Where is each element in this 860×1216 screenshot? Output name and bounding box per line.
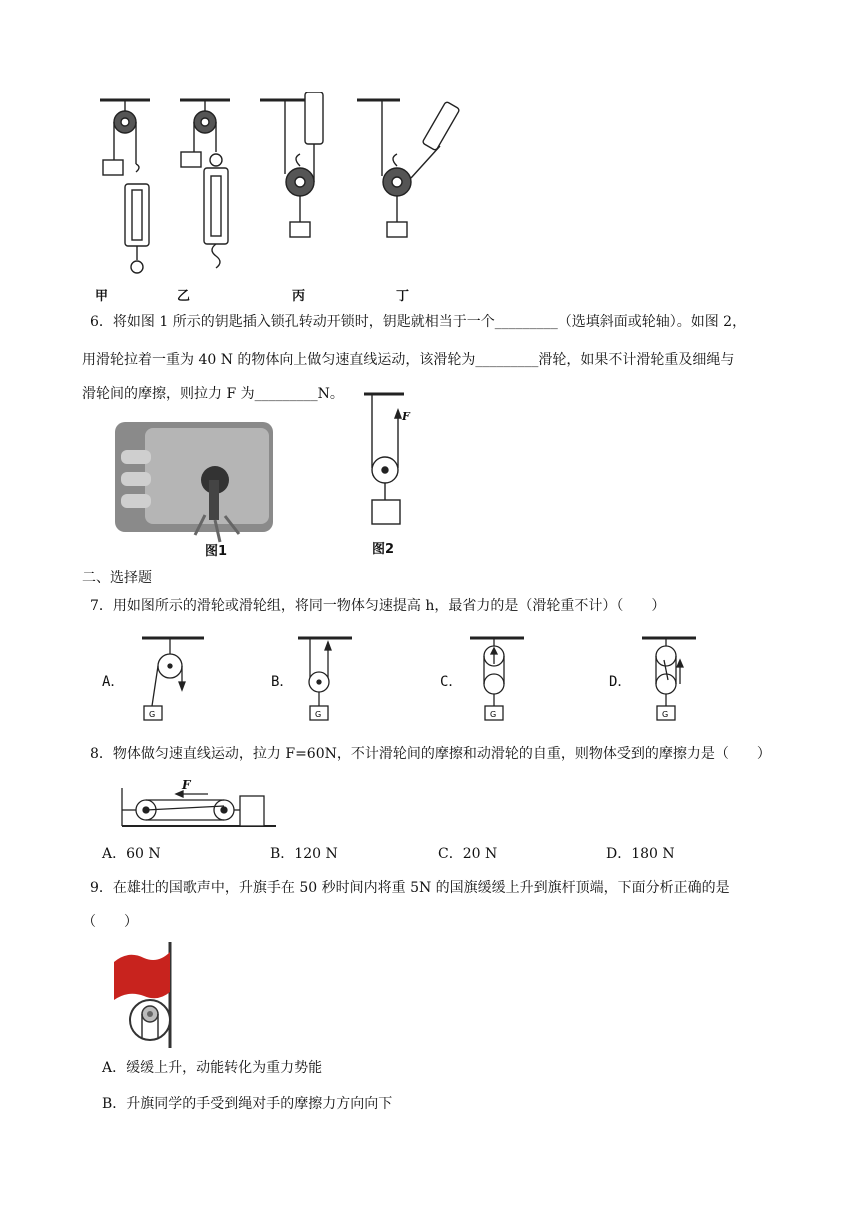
q6-line1: 6．将如图 1 所示的钥匙插入锁孔转动开锁时，钥匙就相当于一个_________（选填斜面或轮轴）。如图 2， xyxy=(90,314,747,330)
q9-option-b[interactable]: B．升旗同学的手受到绳对手的摩擦力方向向下 xyxy=(102,1096,393,1112)
flag xyxy=(114,952,170,1000)
flag-pulley-illustration xyxy=(110,940,190,1050)
q9-stem-line2: （ ） xyxy=(82,914,138,930)
section2-title: 二、选择题 xyxy=(82,570,152,586)
q6-force-label: F xyxy=(402,410,410,423)
q6-line2: 用滑轮拉着一重为 40 N 的物体向上做匀速直线运动，该滑轮为_________滑轮，如果不计滑轮重及细绳与 xyxy=(82,352,735,368)
q8-horizontal-pulley-diagram xyxy=(118,786,278,832)
q7-pulley-b xyxy=(290,634,360,724)
caption-yi: 乙 xyxy=(177,289,191,304)
q9-stem-line1: 9．在雄壮的国歌声中，升旗手在 50 秒时间内将重 5N 的国旗缓缓上升到旗杆顶端，下面分析正确的是 xyxy=(90,880,730,896)
q7-option-b[interactable]: B． xyxy=(271,674,294,690)
q7-option-c[interactable]: C． xyxy=(440,674,463,690)
fig2-label: 图2 xyxy=(372,542,395,557)
movable-pulley-diagram xyxy=(360,388,420,538)
lock-key-photo xyxy=(115,420,275,560)
q7-d-weight-label: G xyxy=(662,710,669,719)
q7-b-weight-label: G xyxy=(315,710,322,719)
q7-pulley-c xyxy=(462,634,532,724)
pulley-spring-scale-diagram xyxy=(95,92,475,307)
q8-option-d[interactable]: D．180 N xyxy=(606,846,675,862)
q8-option-b[interactable]: B．120 N xyxy=(270,846,338,862)
q9-option-a[interactable]: A．缓缓上升，动能转化为重力势能 xyxy=(102,1060,323,1076)
q6-line3: 滑轮间的摩擦，则拉力 F 为_________N。 xyxy=(82,386,344,402)
flag-figure xyxy=(110,940,190,1050)
q7-figure-b xyxy=(290,634,360,724)
caption-jia: 甲 xyxy=(95,289,109,304)
q8-force-label: F xyxy=(182,778,191,792)
q8-option-a[interactable]: A．60 N xyxy=(102,846,161,862)
pulley-spring-scale-figure xyxy=(95,92,475,307)
q7-stem: 7．用如图所示的滑轮或滑轮组，将同一物体匀速提高 h，最省力的是（滑轮重不计）（ ） xyxy=(90,598,666,614)
q7-option-a[interactable]: A． xyxy=(102,674,125,690)
lock-key-illustration xyxy=(115,420,275,560)
q7-figure-c xyxy=(462,634,532,724)
q7-option-d[interactable]: D． xyxy=(609,674,632,690)
q8-figure xyxy=(118,778,278,832)
q7-figure-a xyxy=(138,634,208,724)
q7-a-weight-label: G xyxy=(149,710,156,719)
q8-stem: 8．物体做匀速直线运动，拉力 F=60N，不计滑轮间的摩擦和动滑轮的自重，则物体受到的摩擦力是（ ） xyxy=(90,746,771,762)
q7-figure-d xyxy=(634,634,704,724)
movable-pulley-figure xyxy=(360,388,420,560)
q7-c-weight-label: G xyxy=(490,710,497,719)
caption-bing: 丙 xyxy=(292,289,306,304)
q7-pulley-a xyxy=(138,634,208,724)
q7-pulley-d xyxy=(634,634,704,724)
fig1-label: 图1 xyxy=(205,544,228,559)
caption-ding: 丁 xyxy=(396,289,410,304)
q8-option-c[interactable]: C．20 N xyxy=(438,846,498,862)
